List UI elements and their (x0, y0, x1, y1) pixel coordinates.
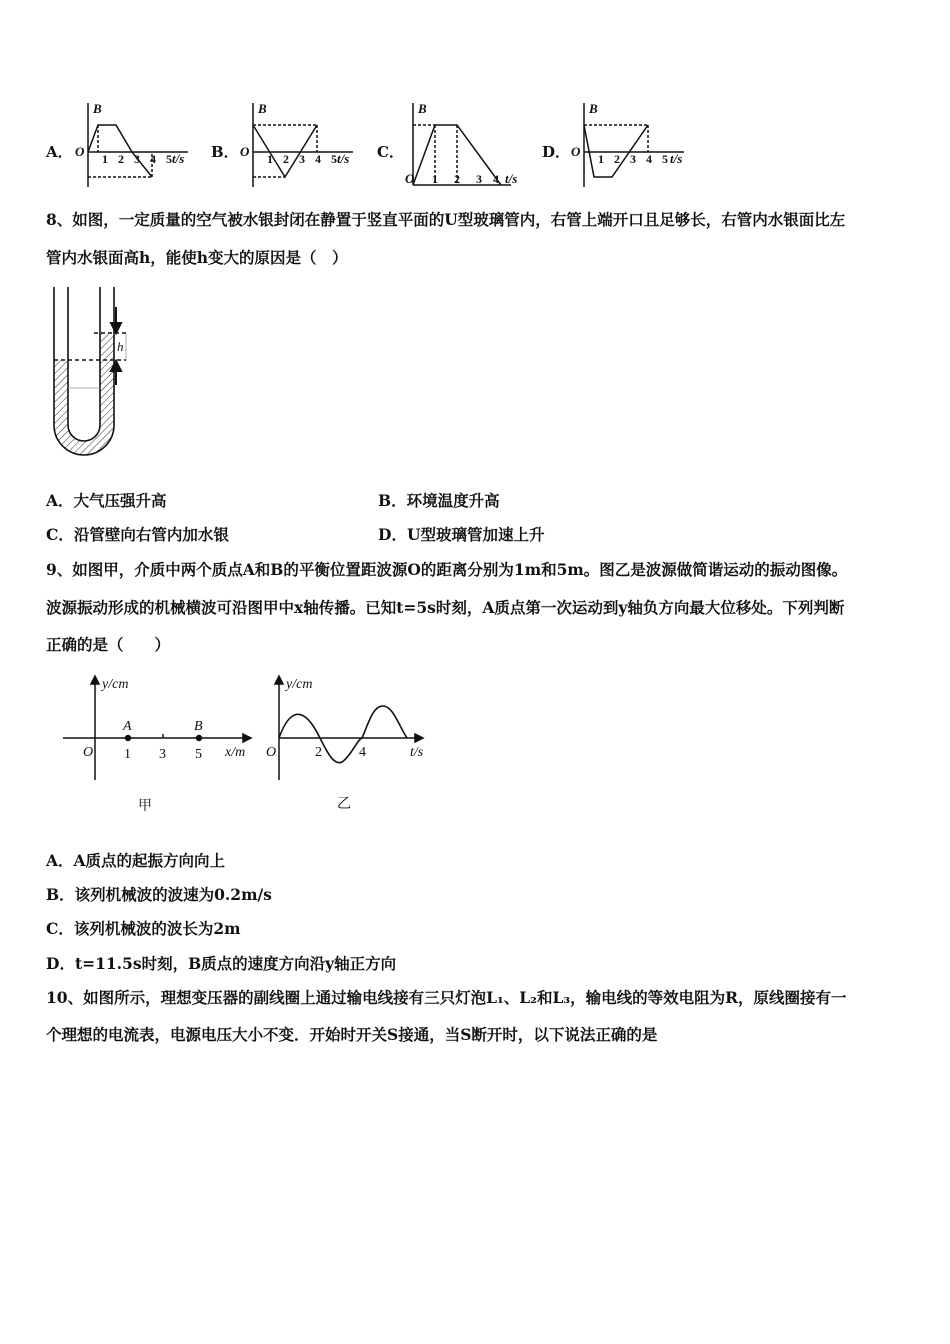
graph-b (253, 103, 353, 187)
q8-stem-line1: 8、如图，一定质量的空气被水银封闭在静置于竖直平面的U型玻璃管内，右管上端开口且足够长，右管内水银面比左 (46, 210, 846, 229)
q8-stem-line2: 管内水银面高h，能使h变大的原因是（ ） (46, 248, 348, 267)
option-d-label: D． (542, 143, 571, 161)
graph-d-tick-4: 4 (646, 152, 652, 166)
graph-a-tick-4: 4 (150, 152, 156, 166)
graph-a-tick-1: 1 (102, 152, 108, 166)
jia-tick-5: 5 (195, 747, 202, 762)
q9-stem-line2: 波源振动形成的机械横波可沿图甲中x轴传播。已知t=5s时刻，A质点第一次运动到y轴负方向最大位移处。下列判断 (46, 598, 845, 617)
h-label: h (117, 339, 124, 354)
q9-stem-line3: 正确的是（ ） (46, 635, 171, 654)
graph-d-tick-5: 5 (662, 152, 668, 166)
yi-x-label: t/s (410, 745, 424, 760)
graph-d-axis-b: B (589, 101, 598, 116)
graph-d-tick-2: 2 (614, 152, 620, 166)
graph-b-tick-5: 5 (331, 152, 337, 166)
graph-c-tick-3: 3 (476, 172, 482, 186)
graph-c-origin: O (405, 171, 415, 186)
jia-tick-3: 3 (159, 747, 166, 762)
q10-stem-line1: 10、如图所示，理想变压器的副线圈上通过输电线接有三只灯泡L₁、L₂和L₃，输电线的等效电阻为R，原线圈接有一 (46, 988, 847, 1007)
graph-d-tick-3: 3 (630, 152, 636, 166)
graph-b-tick-3: 3 (299, 152, 305, 166)
graph-d-axis-t: t/s (670, 151, 683, 166)
yi-tick-4: 4 (359, 745, 366, 760)
graph-b-axis-b: B (258, 101, 267, 116)
graph-c-tick-4: 4 (493, 172, 499, 186)
jia-point-b: B (194, 719, 203, 734)
graph-b-axis-t: t/s (337, 151, 350, 166)
graph-b-tick-4: 4 (315, 152, 321, 166)
graph-d (584, 103, 684, 187)
jia-caption: 甲 (138, 799, 152, 814)
graph-a-tick-5: 5 (166, 152, 172, 166)
q8-option-b[interactable]: B．环境温度升高 (378, 491, 500, 510)
graph-a-axis-t: t/s (172, 151, 185, 166)
q7-graphs (0, 95, 950, 195)
option-b-label: B． (211, 143, 239, 161)
jia-origin: O (83, 745, 94, 760)
jia-x-label: x/m (225, 745, 246, 760)
jia-y-label: y/cm (102, 677, 129, 692)
graph-b-tick-2: 2 (283, 152, 289, 166)
q9-option-a[interactable]: A．A质点的起振方向向上 (46, 851, 226, 870)
yi-tick-2: 2 (315, 745, 322, 760)
graph-b-origin: O (240, 144, 250, 159)
option-a-label: A． (46, 143, 73, 161)
jia-point-a: A (123, 719, 132, 734)
q9-option-c[interactable]: C．该列机械波的波长为2m (46, 919, 241, 938)
graph-b-tick-1: 1 (267, 152, 273, 166)
graph-c-axis-t: t/s (505, 171, 518, 186)
option-c-label: C． (377, 143, 404, 161)
yi-origin: O (266, 745, 277, 760)
u-tube-figure (44, 285, 154, 465)
q8-option-d[interactable]: D．U型玻璃管加速上升 (378, 525, 545, 544)
q9-option-d[interactable]: D．t=11.5s时刻，B质点的速度方向沿y轴正方向 (46, 954, 397, 973)
q9-option-b[interactable]: B．该列机械波的波速为0.2m/s (46, 885, 272, 904)
graph-a (88, 103, 188, 187)
graph-c-axis-b: B (418, 101, 427, 116)
q8-option-a[interactable]: A．大气压强升高 (46, 491, 167, 510)
jia-tick-1: 1 (124, 747, 131, 762)
graph-a-axis-b: B (93, 101, 102, 116)
graph-c-tick-2: 2 (454, 172, 460, 186)
q9-stem-line1: 9、如图甲，介质中两个质点A和B的平衡位置距波源O的距离分别为1m和5m。图乙是波源做简谐运动的振动图像。 (46, 560, 848, 579)
q10-stem-line2: 个理想的电流表，电源电压大小不变．开始时开关S接通，当S断开时，以下说法正确的是 (46, 1025, 658, 1044)
yi-caption: 乙 (337, 797, 351, 812)
graph-d-origin: O (571, 144, 581, 159)
q8-option-c[interactable]: C．沿管壁向右管内加水银 (46, 525, 229, 544)
graph-c-tick-1: 1 (432, 172, 438, 186)
q9-figures (55, 670, 445, 820)
graph-a-tick-2: 2 (118, 152, 124, 166)
graph-a-origin: O (75, 144, 85, 159)
graph-d-tick-1: 1 (598, 152, 604, 166)
yi-y-label: y/cm (286, 677, 313, 692)
graph-a-tick-3: 3 (134, 152, 140, 166)
